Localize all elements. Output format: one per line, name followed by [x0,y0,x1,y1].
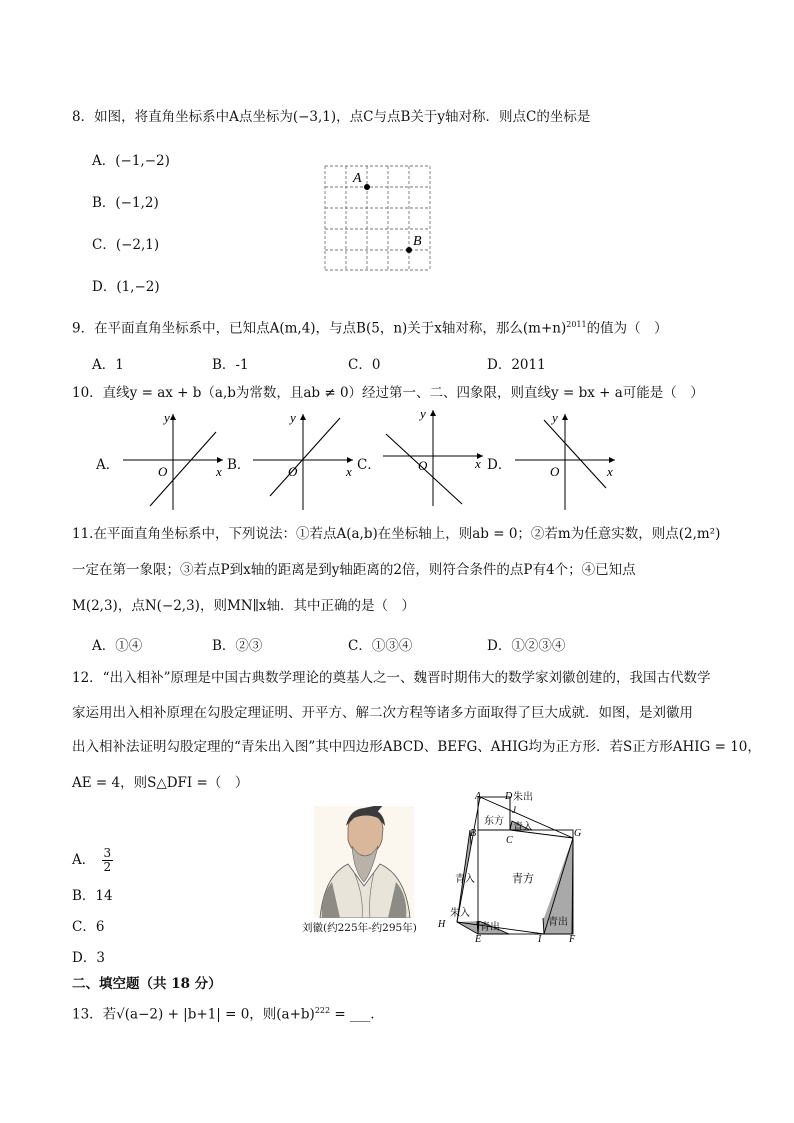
label-zhuchu: 朱出 [513,792,533,803]
origin-a: O [158,464,168,479]
q11-option-a: A．①④ [92,638,143,654]
q13-prefix: 13．若 [72,1006,117,1023]
axis-y-c: y [420,406,426,421]
portrait-caption: 刘徽(约225年-约295年) [302,922,417,934]
label-qingfang: 青方 [512,873,534,885]
section-title: 二、填空题（共 18 分） [72,976,222,992]
q12-line3: 出入相补法证明勾股定理的“青朱出入图”其中四边形ABCD、BEFG、AHIG均为正方形．若S正方形AHIG = 10， [72,739,761,755]
q8-option-d: D．(1,−2) [92,279,160,295]
axis-y-a: y [164,410,170,425]
label-J: J [512,805,516,815]
q10-option-a: A． [96,457,120,473]
label-G: G [574,828,582,839]
q10-option-c: C． [357,457,381,473]
label-E: E [475,934,482,942]
q10-stem: 10．直线y = ax + b（a,b为常数，且ab ≠ 0）经过第一、二、四象限，则直线y = bx + a可能是（ ） [72,385,704,401]
label-A: A [475,791,482,802]
label-zhuru: 朱入 [450,908,470,919]
q9-tail: 的值为（ ） [586,320,668,337]
label-I: I [538,934,542,942]
point-a [364,184,370,190]
label-C: C [506,835,513,846]
q10-graph-c [378,404,488,508]
q9-option-c: C．0 [348,357,381,373]
axis-y-b: y [290,410,296,425]
q8-option-a: A．(−1,−2) [92,153,170,169]
axis-x-b: x [346,464,352,479]
label-F: F [569,934,576,942]
q11-line2: 一定在第一象限；③若点P到x轴的距离是到y轴距离的2倍，则符合条件的点P有4个；④已知点 [72,562,636,578]
q10-option-b: B． [227,457,251,473]
q10-graph-d [510,408,620,512]
fraction-numerator: 3 [103,846,112,860]
axis-x-c: x [475,456,481,471]
q12-option-b: B．14 [72,888,113,904]
qingzhu-chuRu-diagram [432,790,592,942]
q11-option-b: B．②③ [212,638,263,654]
q10-graph-a [118,408,228,512]
q11-line1: 11.在平面直角坐标系中，下列说法：①若点A(a,b)在坐标轴上，则ab = 0；②若m为任意实数，则点(2,m²) [72,526,721,542]
q12-option-d: D．3 [72,950,105,966]
label-qingchu-bottom: 青出 [480,922,500,933]
point-b [406,247,412,253]
origin-c: O [418,458,428,473]
q13-tail: = ___. [330,1006,375,1023]
q8-option-b: B．(−1,2) [92,195,159,211]
label-a: A [353,171,362,186]
q12-line4: AE = 4，则S△DFI =（ ） [72,775,249,791]
q12-option-a-label: A． [72,852,96,868]
label-D: D [505,791,513,802]
q12-option-a [72,847,113,874]
axis-x-a: x [216,464,222,479]
q9-stem-text: 9．在平面直角坐标系中，已知点A(m,4)，与点B(5，n)关于x轴对称，那么(m+n) [72,320,567,337]
q9-option-b: B．-1 [212,357,249,373]
q13-equation: √(a−2) + |b+1| = 0，则(a+b) [116,1006,315,1023]
label-b: B [413,234,422,249]
q10-graph-b [248,408,358,512]
q9-option-d: D．2011 [487,357,546,373]
q8-stem: 8．如图，将直角坐标系中A点坐标为(−3,1)，点C与点B关于y轴对称．则点C的坐标是 [72,109,591,125]
origin-b: O [288,464,298,479]
liu-hui-portrait [314,806,414,918]
q9-stem [72,316,668,338]
label-qingru-top: 青入 [513,822,533,833]
q11-option-d: D．①②③④ [487,638,566,654]
fraction [102,847,114,874]
origin-d: O [550,464,560,479]
q13-exponent: 222 [314,1006,331,1015]
label-qingchu-right: 青出 [548,917,568,928]
q9-exponent: 2011 [566,320,587,329]
fraction-denominator: 2 [103,860,112,874]
label-dongfang: 东方 [484,816,504,827]
q8-option-c: C．(−2,1) [92,237,160,253]
q10-option-d: D． [487,457,512,473]
q11-option-c: C．①③④ [348,638,413,654]
q11-line3: M(2,3)，点N(−2,3)，则MN∥x轴．其中正确的是（ ） [72,598,415,614]
axis-y-d: y [552,410,558,425]
label-H: H [438,919,446,930]
q9-option-a: A．1 [92,357,124,373]
q13-stem [72,1002,375,1024]
q12-option-c: C．6 [72,919,105,935]
label-B: B [470,828,477,839]
q8-grid-figure [322,163,434,273]
label-qingru-left: 青入 [455,874,475,885]
q12-line2: 家运用出入相补原理在勾股定理证明、开平方、解二次方程等诸多方面取得了巨大成就．如图，是刘徽用 [72,705,693,721]
axis-x-d: x [607,464,613,479]
q12-line1: 12．“出入相补”原理是中国古典数学理论的奠基人之一、魏晋时期伟大的数学家刘徽创建的，我国古代数学 [72,670,711,686]
